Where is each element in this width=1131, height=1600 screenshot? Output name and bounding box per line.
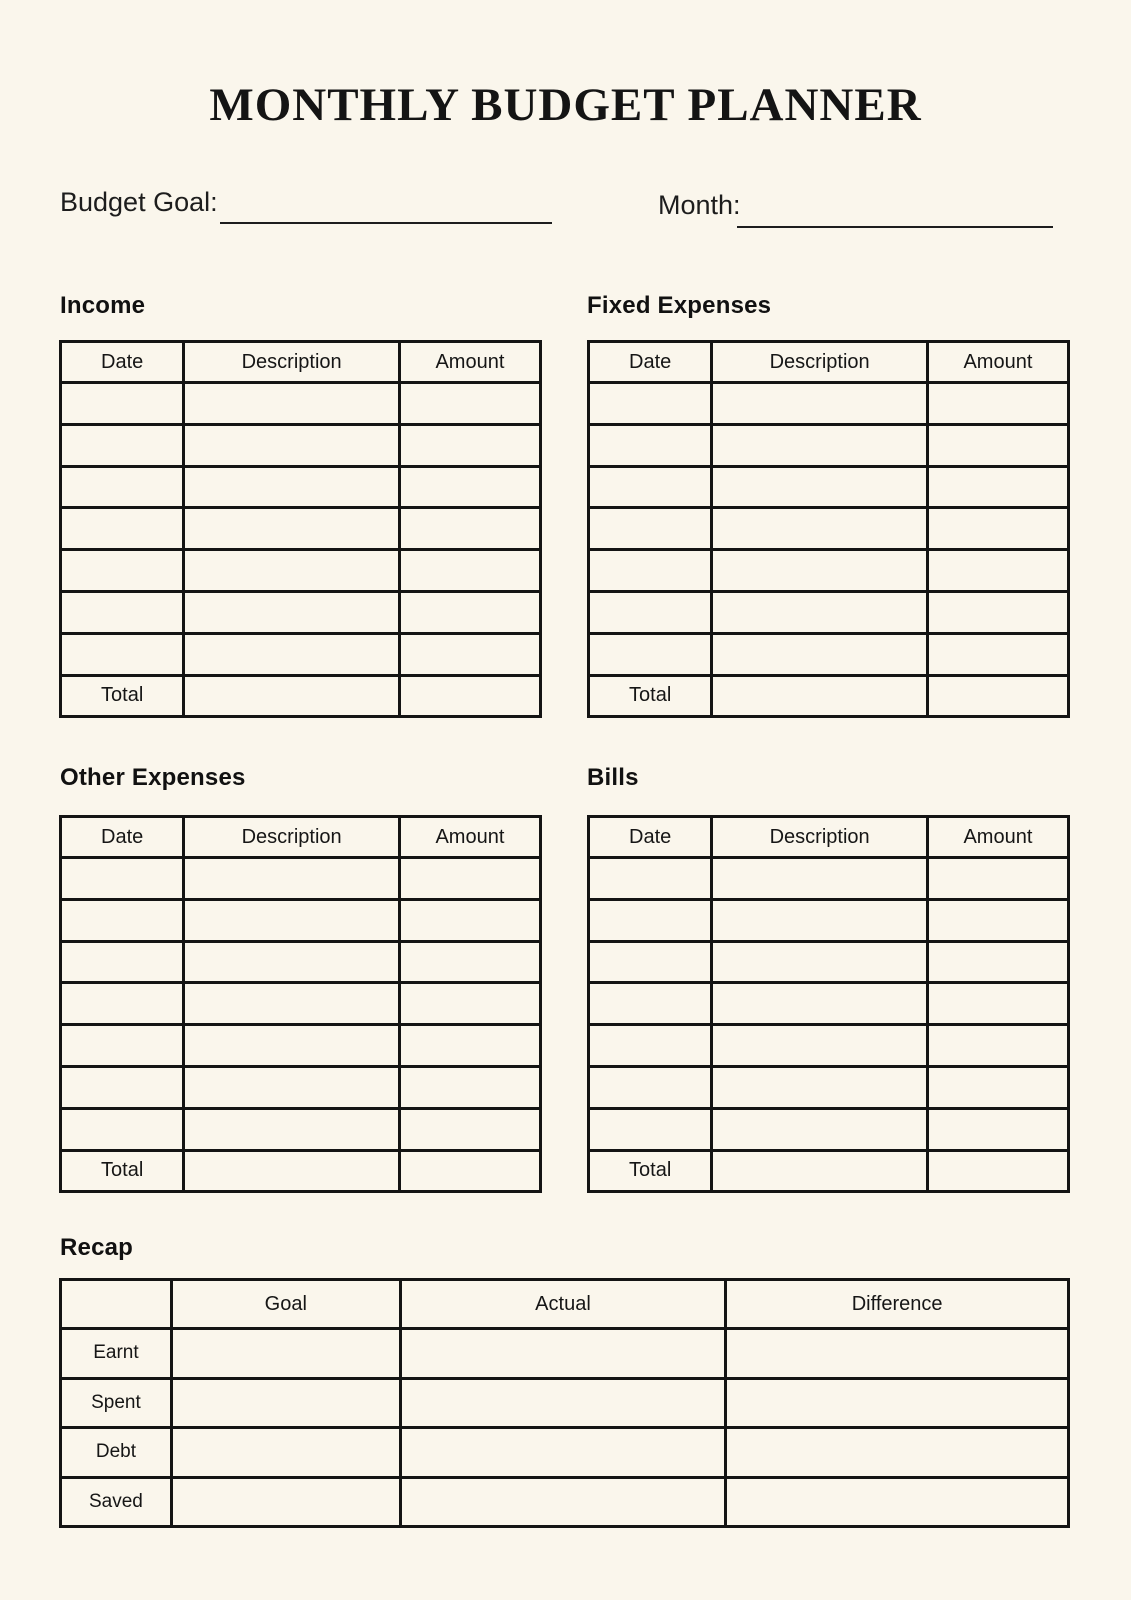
empty-cell	[726, 1329, 1069, 1379]
empty-cell	[712, 591, 928, 633]
empty-cell	[171, 1378, 400, 1428]
recap-row-label-debt: Debt	[61, 1428, 172, 1478]
budget-goal-label: Budget Goal:	[60, 187, 218, 217]
empty-cell	[400, 1428, 726, 1478]
total-amount-cell	[399, 675, 540, 717]
empty-cell	[712, 1025, 928, 1067]
empty-cell	[927, 941, 1068, 983]
empty-cell	[712, 1108, 928, 1150]
recap-row-label-earnt: Earnt	[61, 1329, 172, 1379]
empty-cell	[399, 591, 540, 633]
empty-entry-row	[589, 550, 1069, 592]
other-expenses-table	[59, 815, 542, 1193]
column-header-amount: Amount	[399, 342, 540, 383]
empty-entry-row	[61, 1108, 541, 1150]
empty-cell	[61, 858, 184, 900]
empty-cell	[184, 466, 400, 508]
empty-cell	[712, 941, 928, 983]
empty-cell	[171, 1428, 400, 1478]
empty-cell	[712, 508, 928, 550]
other-expenses-total-row	[61, 1150, 541, 1192]
empty-cell	[927, 1108, 1068, 1150]
empty-entry-row	[61, 508, 541, 550]
income-total-row	[61, 675, 541, 717]
empty-cell	[927, 550, 1068, 592]
empty-entry-row	[61, 941, 541, 983]
empty-cell	[399, 941, 540, 983]
empty-cell	[712, 633, 928, 675]
section-title-other-expenses: Other Expenses	[60, 764, 246, 791]
recap-row-earnt	[61, 1329, 1069, 1379]
empty-cell	[712, 899, 928, 941]
income-table	[59, 340, 542, 718]
empty-cell	[399, 633, 540, 675]
recap-column-header-goal: Goal	[171, 1280, 400, 1329]
empty-cell	[399, 383, 540, 425]
empty-cell	[184, 941, 400, 983]
empty-cell	[171, 1329, 400, 1379]
empty-cell	[184, 591, 400, 633]
month-input-line[interactable]	[737, 200, 1053, 228]
column-header-description: Description	[712, 817, 928, 858]
empty-cell	[399, 1066, 540, 1108]
empty-entry-row	[589, 633, 1069, 675]
empty-cell	[726, 1378, 1069, 1428]
empty-cell	[61, 508, 184, 550]
empty-cell	[712, 550, 928, 592]
empty-cell	[171, 1477, 400, 1527]
empty-entry-row	[589, 1025, 1069, 1067]
empty-entry-row	[61, 424, 541, 466]
empty-cell	[589, 1108, 712, 1150]
empty-cell	[927, 383, 1068, 425]
empty-cell	[726, 1477, 1069, 1527]
income-table-body	[61, 383, 541, 676]
column-header-description: Description	[184, 342, 400, 383]
empty-cell	[399, 899, 540, 941]
fixed-expenses-table	[587, 340, 1070, 718]
empty-cell	[184, 633, 400, 675]
recap-column-header-actual: Actual	[400, 1280, 726, 1329]
empty-cell	[61, 941, 184, 983]
recap-row-label-spent: Spent	[61, 1378, 172, 1428]
column-header-amount: Amount	[399, 817, 540, 858]
empty-cell	[589, 550, 712, 592]
empty-cell	[927, 899, 1068, 941]
bills-header-row	[589, 817, 1069, 858]
empty-entry-row	[589, 591, 1069, 633]
recap-row-spent	[61, 1378, 1069, 1428]
total-amount-cell	[927, 1150, 1068, 1192]
other-expenses-header-row	[61, 817, 541, 858]
empty-cell	[399, 858, 540, 900]
empty-cell	[712, 383, 928, 425]
empty-cell	[589, 1025, 712, 1067]
total-label: Total	[61, 675, 184, 717]
empty-cell	[927, 983, 1068, 1025]
empty-entry-row	[589, 983, 1069, 1025]
empty-cell	[61, 383, 184, 425]
page-title: MONTHLY BUDGET PLANNER	[209, 79, 922, 131]
empty-cell	[184, 858, 400, 900]
column-header-amount: Amount	[927, 342, 1068, 383]
section-title-recap: Recap	[60, 1234, 134, 1261]
column-header-description: Description	[712, 342, 928, 383]
bills-table-body	[589, 858, 1069, 1151]
month-label: Month:	[658, 190, 741, 220]
empty-cell	[61, 466, 184, 508]
empty-cell	[61, 983, 184, 1025]
bills-table	[587, 815, 1070, 1193]
total-description-cell	[184, 1150, 400, 1192]
empty-entry-row	[61, 983, 541, 1025]
empty-entry-row	[589, 383, 1069, 425]
fixed-expenses-header-row	[589, 342, 1069, 383]
empty-cell	[184, 424, 400, 466]
recap-row-debt	[61, 1428, 1069, 1478]
empty-cell	[927, 858, 1068, 900]
empty-cell	[927, 466, 1068, 508]
empty-cell	[927, 633, 1068, 675]
empty-cell	[589, 466, 712, 508]
empty-cell	[61, 1066, 184, 1108]
recap-column-header-difference: Difference	[726, 1280, 1069, 1329]
empty-cell	[712, 858, 928, 900]
other-expenses-table-body	[61, 858, 541, 1151]
empty-cell	[399, 466, 540, 508]
empty-cell	[184, 550, 400, 592]
total-description-cell	[184, 675, 400, 717]
empty-cell	[184, 899, 400, 941]
total-description-cell	[712, 675, 928, 717]
empty-entry-row	[61, 383, 541, 425]
column-header-date: Date	[61, 342, 184, 383]
empty-cell	[184, 983, 400, 1025]
column-header-date: Date	[589, 342, 712, 383]
empty-entry-row	[589, 899, 1069, 941]
empty-cell	[927, 424, 1068, 466]
empty-cell	[589, 983, 712, 1025]
empty-cell	[589, 424, 712, 466]
empty-cell	[589, 508, 712, 550]
empty-entry-row	[589, 941, 1069, 983]
total-amount-cell	[927, 675, 1068, 717]
empty-cell	[726, 1428, 1069, 1478]
empty-cell	[589, 633, 712, 675]
section-title-income: Income	[60, 292, 146, 319]
empty-entry-row	[61, 550, 541, 592]
column-header-description: Description	[184, 817, 400, 858]
empty-entry-row	[61, 591, 541, 633]
empty-cell	[399, 1025, 540, 1067]
total-label: Total	[589, 1150, 712, 1192]
empty-entry-row	[589, 466, 1069, 508]
empty-cell	[927, 1066, 1068, 1108]
empty-entry-row	[61, 1025, 541, 1067]
empty-cell	[589, 858, 712, 900]
empty-cell	[61, 1108, 184, 1150]
empty-cell	[927, 591, 1068, 633]
empty-cell	[184, 508, 400, 550]
empty-entry-row	[589, 858, 1069, 900]
empty-cell	[61, 550, 184, 592]
empty-entry-row	[61, 633, 541, 675]
column-header-date: Date	[61, 817, 184, 858]
empty-entry-row	[61, 466, 541, 508]
empty-entry-row	[589, 1108, 1069, 1150]
budget-goal-input-line[interactable]	[220, 196, 552, 224]
column-header-date: Date	[589, 817, 712, 858]
empty-cell	[61, 633, 184, 675]
empty-cell	[400, 1329, 726, 1379]
income-header-row	[61, 342, 541, 383]
recap-header-row	[61, 1280, 1069, 1329]
empty-cell	[61, 424, 184, 466]
empty-cell	[712, 983, 928, 1025]
column-header-amount: Amount	[927, 817, 1068, 858]
total-label: Total	[589, 675, 712, 717]
fixed-expenses-total-row	[589, 675, 1069, 717]
total-amount-cell	[399, 1150, 540, 1192]
empty-entry-row	[61, 858, 541, 900]
recap-row-saved	[61, 1477, 1069, 1527]
empty-cell	[589, 899, 712, 941]
empty-cell	[712, 466, 928, 508]
empty-cell	[184, 1108, 400, 1150]
recap-corner-cell	[61, 1280, 172, 1329]
empty-cell	[399, 983, 540, 1025]
empty-cell	[184, 1066, 400, 1108]
empty-cell	[399, 508, 540, 550]
empty-entry-row	[61, 1066, 541, 1108]
empty-cell	[184, 383, 400, 425]
empty-cell	[589, 383, 712, 425]
empty-cell	[399, 550, 540, 592]
empty-cell	[589, 941, 712, 983]
empty-cell	[399, 1108, 540, 1150]
empty-cell	[589, 591, 712, 633]
empty-cell	[927, 1025, 1068, 1067]
empty-entry-row	[589, 508, 1069, 550]
empty-entry-row	[589, 424, 1069, 466]
fixed-expenses-table-body	[589, 383, 1069, 676]
empty-entry-row	[61, 899, 541, 941]
empty-cell	[400, 1378, 726, 1428]
empty-cell	[712, 424, 928, 466]
total-label: Total	[61, 1150, 184, 1192]
section-title-bills: Bills	[587, 764, 639, 791]
empty-cell	[399, 424, 540, 466]
empty-cell	[712, 1066, 928, 1108]
bills-total-row	[589, 1150, 1069, 1192]
empty-cell	[61, 899, 184, 941]
recap-row-label-saved: Saved	[61, 1477, 172, 1527]
empty-entry-row	[589, 1066, 1069, 1108]
section-title-fixed-expenses: Fixed Expenses	[587, 292, 772, 319]
empty-cell	[184, 1025, 400, 1067]
total-description-cell	[712, 1150, 928, 1192]
recap-table	[59, 1278, 1070, 1528]
empty-cell	[927, 508, 1068, 550]
empty-cell	[589, 1066, 712, 1108]
empty-cell	[61, 591, 184, 633]
empty-cell	[61, 1025, 184, 1067]
empty-cell	[400, 1477, 726, 1527]
